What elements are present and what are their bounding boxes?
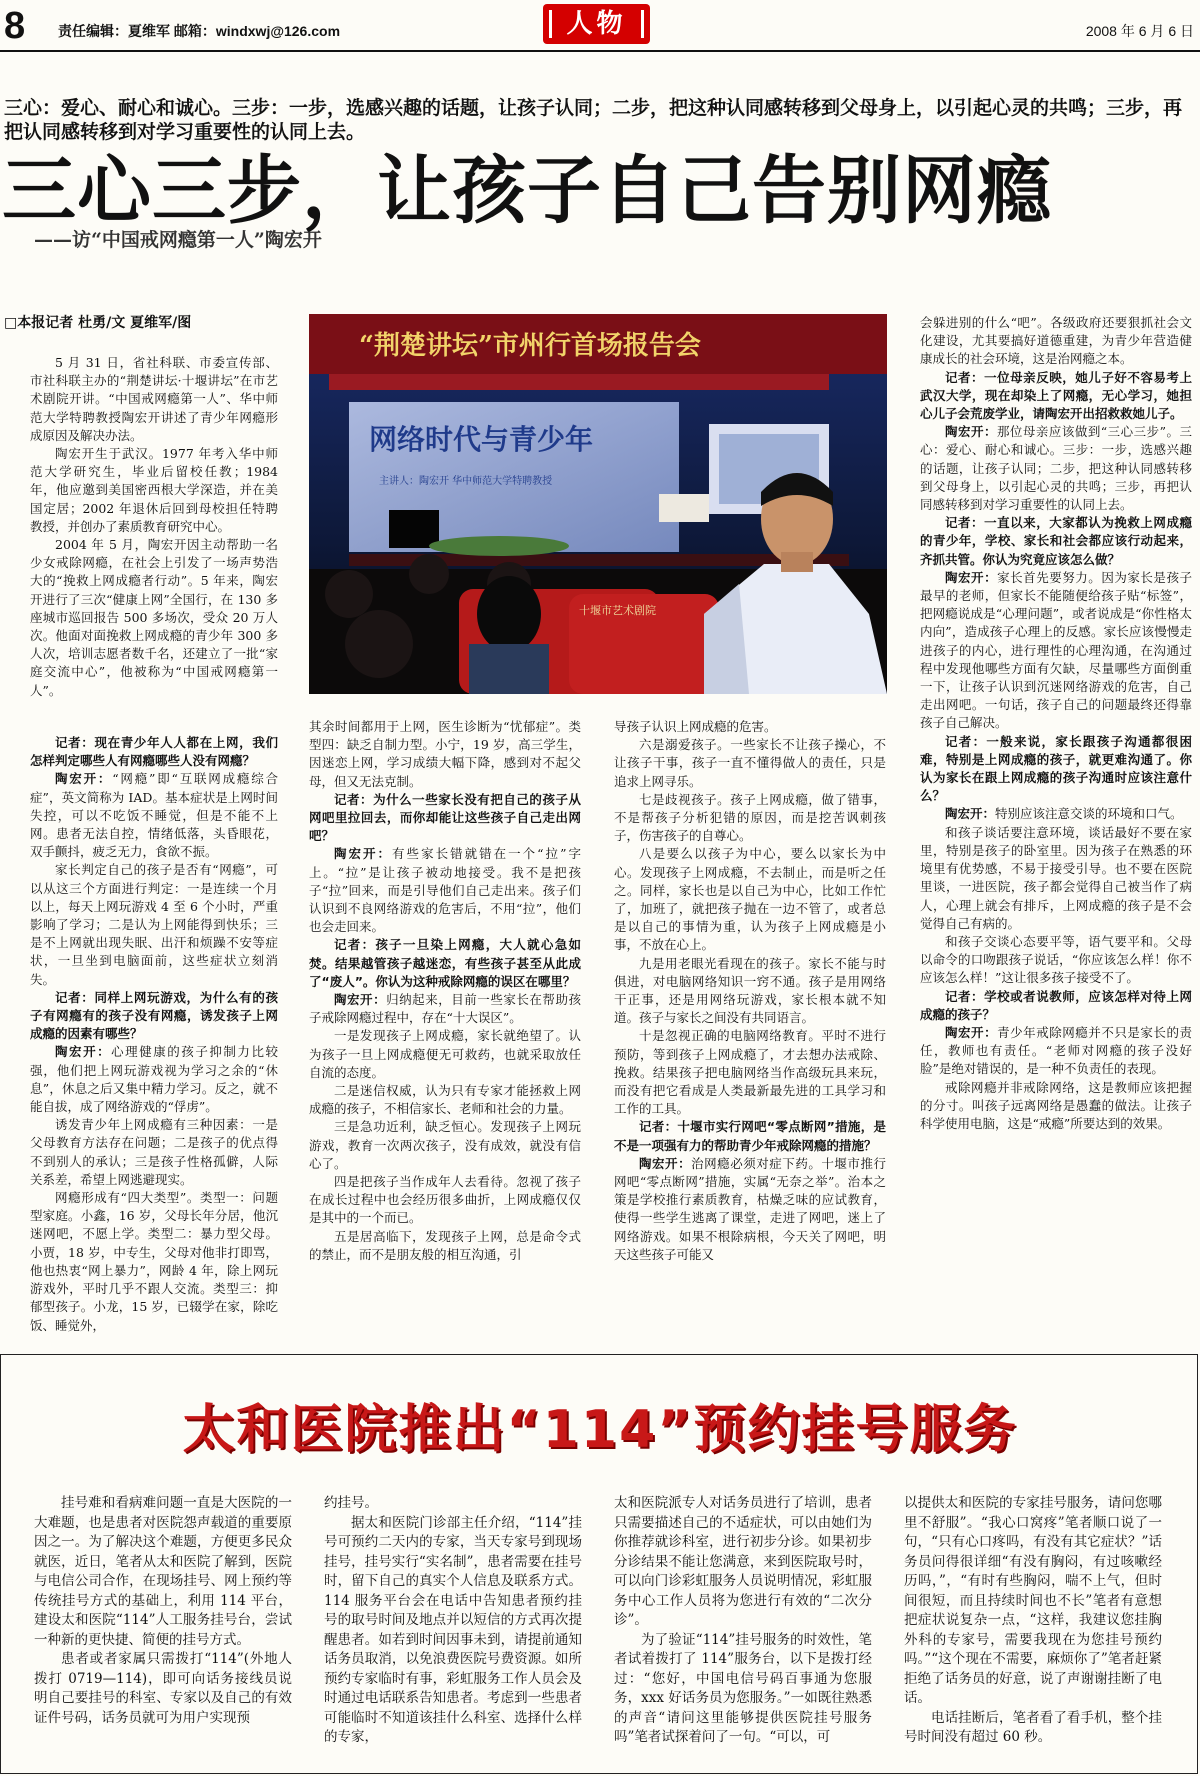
continued-paragraph: 导孩子认识上网成瘾的危害。 [614,719,777,734]
photo-box-text: 十堰市艺术剧院 [579,604,656,617]
body-paragraph: 和孩子谈话要注意环境，谈话最好不要在家里，特别是孩子的卧室里。因为孩子在熟悉的环境里有优势感，不易于接受引导。也不要在医院里谈，一进医院，孩子都会觉得自己被当作了病人，心理上就会有排斥，上网成瘾的孩子是不会觉得自己有病的。 [920,824,1192,931]
article-title: 三心三步，让孩子自己告别网瘾 [2,148,1052,234]
interview-question: 记者：一位母亲反映，她儿子好不容易考上武汉大学，现在却染上了网瘾，无心学习，她担心儿子会荒废学业，请陶宏开出招救救她儿子。 [920,369,1192,422]
body-paragraph: 陶宏开生于武汉。1977 年考入华中师范大学研究生，毕业后留校任教；1984 年，他应邀到美国密西根大学深造，并在美国定居；2002 年退休后回到母校担任特聘教授，并创办了素质教育研究中心。 [30,446,278,534]
speaker-label: 陶宏开： [945,424,997,440]
interview-answer: 陶宏开：归纳起来，目前一些家长在帮助孩子戒除网瘾过程中，存在“十大误区”。 [309,992,581,1026]
column-4 [920,314,1192,1133]
auditorium-photo [309,314,887,694]
ad-paragraph: 电话挂断后，笔者看了看手机，整个挂号时间没有超过 60 秒。 [904,1709,1162,1745]
speaker-label: 陶宏开： [945,806,996,822]
interview-question: 记者：十堰市实行网吧“零点断网”措施，是不是一项强有力的帮助青少年戒除网瘾的措施？ [614,1119,886,1153]
editor-line: 责任编辑：夏维军 邮箱：windxwj@126.com [58,23,341,39]
body-paragraph: 网瘾形成有“四大类型”。类型一：问题型家庭。小鑫，16 岁，父母长年分居，他沉迷网吧，不愿上学。类型二：暴力型父母。小贾，18 岁，中专生，父母对他非打即骂，他也热衷“网上暴力”，网龄 4 年，除上网玩游戏外，平时几乎不跟人交流。类型三：抑郁型孩子。小龙，15 岁，已辍学在家，除吃饭、睡觉外， [30,1190,278,1333]
ad-paragraph: 挂号难和看病难问题一直是大医院的一大难题，也是患者对医院怨声载道的重要原因之一。为了解决这个难题，方便更多民众就医，近日，笔者从太和医院了解到，医院与电信公司合作，在现场挂号、网上预约等传统挂号方式的基础上，利用 114 平台，建设太和医院“114”人工服务挂号台，尝试一种新的更快捷、简便的挂号方式。 [34,1495,292,1648]
photo-screen-title: 网络时代与青少年 [369,423,594,456]
body-paragraph: 三是急功近利，缺乏恒心。发现孩子上网玩游戏，教育一次两次孩子，没有成效，就没有信心了。 [309,1119,581,1171]
interview-question: 记者：现在青少年人人都在上网，我们怎样判定哪些人有网瘾哪些人没有网瘾？ [30,735,278,769]
speaker-label: 陶宏开： [945,1024,998,1040]
speaker-label: 陶宏开： [639,1155,692,1171]
body-paragraph: 八是要么以孩子为中心，要么以家长为中心。发现孩子上网成瘾，不去制止，而是听之任之。同样，家长也是以自己为中心，比如工作忙了，加班了，就把孩子抛在一边不管了，或者总是以自己的事情为重，认为孩子上网成瘾是小事，不放在心上。 [614,846,886,953]
interview-question: 记者：一直以来，大家都认为挽救上网成瘾的青少年，学校、家长和社会都应该行动起来，齐抓共管。你认为究竟应该怎么做？ [920,515,1192,567]
body-paragraph: 四是把孩子当作成年人去看待。忽视了孩子在成长过程中也会经历很多曲折，上网成瘾仅仅是其中的一个而已。 [309,1174,581,1226]
ad-column-3 [614,1494,872,1748]
body-paragraph: 5 月 31 日，省社科联、市委宣传部、市社科联主办的“荆楚讲坛·十堰讲坛”在市艺术剧院开讲。“中国戒网瘾第一人”、华中师范大学特聘教授陶宏开讲述了青少年网瘾形成原因及解决办法。 [30,355,278,443]
body-paragraph: 二是迷信权威，认为只有专家才能拯救上网成瘾的孩子，不相信家长、老师和社会的力量。 [309,1083,581,1117]
byline-box-icon: □ [4,315,18,331]
ad-column-2 [324,1494,582,1748]
speaker-label: 陶宏开： [334,846,393,862]
issue-date: 2008 年 6 月 6 日 [1085,23,1194,39]
ad-paragraph: 据太和医院门诊部主任介绍，“114”挂号可预约二天内的专家，当天专家号到现场挂号，挂号实行“实名制”，患者需要在挂号时，留下自己的真实个人信息及联系方式。114 服务平台会在电话中告知患者预约挂号的取号时间及地点并以短信的方式再次提醒患者。如若到时间因事未到，请提前通知话务员取消，以免浪费医院号费资源。如所预约专家临时有事，彩虹服务工作人员会及时通过电话联系告知患者。考虑到一些患者可能临时不知道该挂什么科室、选择什么样的专家， [324,1514,582,1745]
interview-answer: 陶宏开：心理健康的孩子抑制力比较强，他们把上网玩游戏视为学习之余的“休息”，休息之后又集中精力学习。反之，就不能自拔，成了网络游戏的“俘虏”。 [30,1044,278,1115]
ad-paragraph: 患者或者家属只需拨打“114”(外地人拨打 0719—114)，即可向话务接线员说明自己要挂号的科室、专家以及自己的有效证件号码，话务员就可为用户实现预 [34,1651,292,1726]
column-1-interview [30,734,278,1335]
continued-paragraph: 其余时间都用于上网，医生诊断为“忧郁症”。类型四：缺乏自制力型。小宁，19 岁，高三学生，因迷恋上网，学习成绩大幅下降，感到对不起父母，但又无法克制。 [309,719,581,789]
interview-answer: 陶宏开：青少年戒除网瘾并不只是家长的责任，教师也有责任。“老师对网瘾的孩子没好脸”是绝对错误的，是一种不负责任的表现。 [920,1024,1192,1077]
interview-question: 记者：为什么一些家长没有把自己的孩子从网吧里拉回去，而你却能让这些孩子自己走出网吧？ [309,791,581,844]
interview-question: 记者：学校或者说教师，应该怎样对待上网成瘾的孩子？ [920,988,1192,1022]
continued-paragraph: 会躲进别的什么“吧”。各级政府还要狠抓社会文化建设，尤其要搞好道德重建，为青少年营造健康成长的社会环境，这是治网瘾之本。 [920,315,1192,367]
body-paragraph: 九是用老眼光看现在的孩子。家长不能与时俱进，对电脑网络知识一窍不通。孩子是用网络干正事，还是用网络玩游戏，家长根本就不知道。孩子与家长之间没有共同语言。 [614,955,886,1026]
article-kicker: 三心：爱心、耐心和诚心。三步：一步，选感兴趣的话题，让孩子认同；二步，把这种认同感转移到父母身上，以引起心灵的共鸣；三步，再把认同感转移到对学习重要性的认同上去。 [4,97,1183,143]
body-paragraph: 戒除网瘾并非戒除网络，这是教师应该把握的分寸。叫孩子远离网络是愚蠢的做法。让孩子科学使用电脑，这是“戒瘾”所要达到的效果。 [920,1079,1192,1131]
column-3 [614,718,886,1264]
interview-answer: 陶宏开：特别应该注意交谈的环境和口气。 [945,806,1183,822]
speaker-label: 陶宏开： [55,771,113,787]
photo-banner: “荆楚讲坛”市州行首场报告会 [359,331,701,361]
article-subtitle: ——访“中国戒网瘾第一人”陶宏开 [34,229,322,251]
byline-text: 本报记者 杜勇/文 夏维军/图 [17,315,192,331]
speaker-label: 陶宏开： [334,992,387,1008]
interview-answer: 陶宏开：治网瘾必须对症下药。十堰市推行网吧“零点断网”措施，实属“无奈之举”。治本之策是学校推行素质教育，枯燥乏味的应试教育，使得一些学生逃离了课堂，走进了网吧，迷上了网络游戏。如果不根除病根，今天关了网吧，明天这些孩子可能又 [614,1155,886,1262]
body-paragraph: 十是忽视正确的电脑网络教育。平时不进行预防，等到孩子上网成瘾了，才去想办法戒除、挽救。结果孩子把电脑网络当作高级玩具来玩，而没有把它看成是人类最新最先进的工具学习和工作的工具。 [614,1028,886,1117]
header-rule [0,50,1200,52]
section-label: 人物 [543,4,650,44]
body-paragraph: 家长判定自己的孩子是否有“网瘾”，可以从这三个方面进行判定：一是连续一个月以上，每天上网玩游戏 4 至 6 个小时，严重影响了学习；二是认为上网能得到快乐；三是不上网就出现失眠、出汗和烦躁不安等症状，一旦坐到电脑面前，这些症状立刻消失。 [30,862,278,987]
body-paragraph: 和孩子交谈心态要平等，语气要平和。父母以命令的口吻跟孩子说话，“你应该怎么样！你不应该怎么样！”这让很多孩子接受不了。 [920,933,1192,986]
ad-paragraph: 为了验证“114”挂号服务的时效性，笔者试着拨打了 114”服务台，以下是拨打经过：“您好，中国电信号码百事通为您服务，xxx 好话务员为您服务。”一如既往熟悉的声音“请问这里能够提供医院挂号服务吗”笔者试探着问了一句。“可以，可 [614,1631,872,1745]
body-paragraph: 2004 年 5 月，陶宏开因主动帮助一名少女戒除网瘾，在社会上引发了一场声势浩大的“挽救上网成瘾者行动”。5 年来，陶宏开进行了三次“健康上网”全国行，在 130 多座城市巡回报告 500 多场次，受众 20 万人次。他面对面挽救上网成瘾的青少年 300 多人次，培训志愿者数千名，还建立了一批“家庭交流中心”，他被称为“中国戒网瘾第一人”。 [30,537,278,698]
body-paragraph: 七是歧视孩子。孩子上网成瘾，做了错事，不是帮孩子分析犯错的原因，而是挖苦讽刺孩子，伤害孩子的自尊心。 [614,791,886,844]
speaker-label: 陶宏开： [945,569,998,585]
ad-column-1 [34,1494,292,1728]
interview-answer: 陶宏开：“网瘾”即“互联网成瘾综合症”，英文简称为 IAD。基本症状是上网时间失控，可以不吃饭不睡觉，但是不能不上网。患者无法自控，情绪低落，头昏眼花，双手颤抖，疲乏无力，食欲不振。 [30,771,278,860]
body-paragraph: 五是居高临下，发现孩子上网，总是命令式的禁止，而不是朋友般的相互沟通，引 [309,1228,581,1262]
interview-answer: 陶宏开：有些家长错就错在一个“拉”字上。“拉”是让孩子被动地接受。我不是把孩子“拉”回来，而是引导他们自己走出来。孩子们认识到不良网络游戏的危害后，不用“拉”，他们也会走回来。 [309,846,581,935]
ad-column-4 [904,1494,1162,1748]
body-paragraph: 一是发现孩子上网成瘾，家长就绝望了。认为孩子一旦上网成瘾便无可救药，也就采取放任自流的态度。 [309,1028,581,1080]
photo-screen-small: 主讲人：陶宏开 华中师范大学特聘教授 [379,476,553,487]
ad-paragraph: 约挂号。 [324,1495,378,1511]
ad-title: 太和医院推出“114”预约挂号服务 [182,1400,1018,1460]
article-photo [309,314,887,694]
byline [4,314,191,332]
interview-answer: 陶宏开：那位母亲应该做到“三心三步”。三心：爱心、耐心和诚心。三步：一步，选感兴趣的话题，让孩子认同；二步，把这种认同感转移到父母身上，以引起心灵的共鸣；三步，再把认同感转移到对学习重要性的认同上去。 [920,424,1192,513]
ad-paragraph: 太和医院派专人对话务员进行了培训，患者只需要描述自己的不适症状，可以由她们为你推荐就诊科室，进行初步分诊。如果初步分诊结果不能让您满意，来到医院取号时，可以向门诊彩虹服务人员说明情况，彩虹服务中心工作人员将为您进行有效的“二次分诊”。 [614,1495,872,1628]
column-1-intro [30,354,278,700]
interview-question: 记者：同样上网玩游戏，为什么有的孩子有网瘾有的孩子没有网瘾，诱发孩子上网成瘾的因素有哪些？ [30,989,278,1042]
interview-answer: 陶宏开：家长首先要努力。因为家长是孩子最早的老师，但家长不能随便给孩子贴“标签”，把网瘾说成是“心理问题”，或者说成是“你性格太内向”，造成孩子心理上的反感。家长应该慢慢走进孩子的内心，进行理性的心理沟通，在沟通过程中发现他哪些方面有欠缺，尽量哪些方面倒重一下，让孩子认识到沉迷网络游戏的危害，自己走出网吧。一句话，孩子自己的问题最终还得靠孩子自己解决。 [920,569,1192,731]
body-paragraph: 诱发青少年上网成瘾有三种因素：一是父母教育方法存在问题；二是孩子的优点得不到别人的承认；三是孩子性格孤僻，人际关系差，希望上网逃避现实。 [30,1117,278,1187]
speaker-label: 陶宏开： [55,1044,112,1060]
column-2 [309,718,581,1264]
ad-paragraph: 以提供太和医院的专家挂号服务，请问您哪里不舒服”。“我心口窝疼”笔者顺口说了一句，“只有心口疼吗，有没有其它症状？”话务员问得很详细“有没有胸闷，有过咳嗽经历吗，”，“有时有些胸闷，喘不上气，但时间很短，而且持续时间也不长”笔者有意想把症状说复杂一点，“这样，我建议您挂胸外科的专家号，需要我现在为您挂号预约吗。”“这个现在不需要，麻烦你了”笔者赶紧拒绝了话务员的好意，说了声谢谢挂断了电话。 [904,1495,1162,1706]
body-paragraph: 六是溺爱孩子。一些家长不让孩子操心，不让孩子干事，孩子一直不懂得做人的责任，只是追求上网寻乐。 [614,737,886,789]
interview-question: 记者：孩子一旦染上网瘾，大人就心急如焚。结果越管孩子越迷恋，有些孩子甚至从此成了“废人”。你认为这种戒除网瘾的误区在哪里？ [309,937,581,989]
page-number: 8 [4,5,26,47]
interview-question: 记者：一般来说，家长跟孩子沟通都很困难，特别是上网成瘾的孩子，就更难沟通了。你认为家长在跟上网成瘾的孩子沟通时应该注意什么？ [920,733,1192,804]
